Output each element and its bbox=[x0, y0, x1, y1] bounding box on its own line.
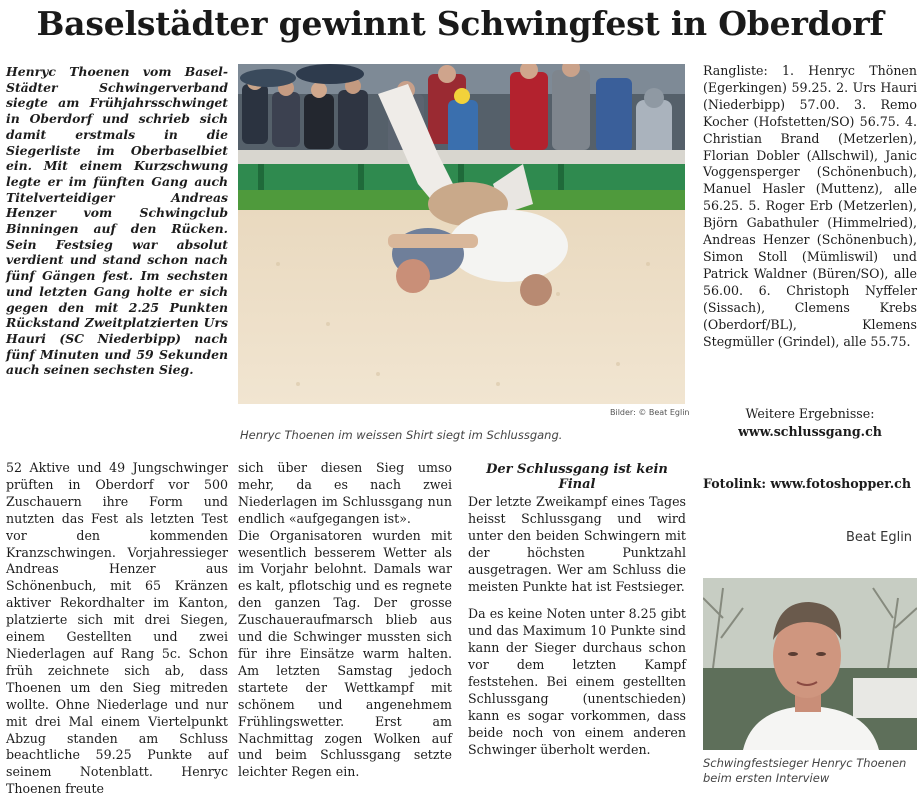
paragraph: Die Organisatoren wurden mit wesentlich besserem Wetter als im Vorjahr belohnt. Damals war es kalt, pflotschig und es regnete den ganzen Tag. Der grosse Zuschaueraufmarsch blieb aus und die Schwinger mussten sich für ihre Einsätze warm halten. Am letzten Samstag jedoch startete der Wettkampf mit schönem und angenehmem Frühlingswetter. Erst am Nachmittag zogen Wolken auf und beim Schlussgang setzte leichter Regen ein. bbox=[238, 527, 452, 780]
info-box bbox=[468, 462, 686, 759]
caption-line: beim ersten Interview bbox=[703, 771, 830, 785]
more-results-link[interactable]: www.schlussgang.ch bbox=[738, 424, 882, 439]
main-photo-caption: Henryc Thoenen im weissen Shirt siegt im Schlussgang. bbox=[240, 428, 563, 442]
headline: Baselstädter gewinnt Schwingfest in Oberdorf bbox=[36, 4, 884, 43]
more-results-label: Weitere Ergebnisse: bbox=[745, 406, 875, 421]
article-column-2 bbox=[238, 460, 452, 781]
photo-credit: Bilder: © Beat Eglin bbox=[610, 408, 690, 417]
article-column-1 bbox=[6, 460, 228, 798]
paragraph: sich über diesen Sieg umso mehr, da es nach zwei Niederlagen im Schlussgang nun endlich «aufgegangen ist». bbox=[238, 460, 452, 526]
paragraph: 52 Aktive und 49 Jungschwinger prüften in Oberdorf vor 500 Zuschauern ihre Form und nutzten das Fest als letzten Test vor den kommenden Kranzschwingen. Vorjahressieger Andreas Henzer aus Schönenbuch, mit 65 Kränzen aktiver Rekordhalter im Kanton, platzierte sich mit drei Siegen, einem Gestellten und zwei Niederlagen auf Rang 5c. Schon früh zeichnete sich ab, dass Thoenen um den Sieg mitreden wollte. Ohne Niederlage und nur mit drei Mal einem Viertelpunkt Abzug standen am Schluss beachtliche 59.25 Punkte auf seinem Notenblatt. Henryc Thoenen freute bbox=[6, 460, 228, 797]
info-box-title: Der Schlussgang ist kein Final bbox=[486, 462, 668, 492]
fotolink[interactable]: Fotolink: www.fotoshopper.ch bbox=[703, 476, 911, 491]
author: Beat Eglin bbox=[846, 530, 913, 545]
lead-paragraph: Henryc Thoenen vom Basel-Städter Schwingerverband siegte am Frühjahrsschwinget in Oberdorf und schrieb sich damit erstmals in die Siegerliste im Oberbaselbiet ein. Mit einem Kurzschwung legte er im fünften Gang auch Titelverteidiger Andreas Henzer vom Schwingclub Binningen auf den Rücken. Sein Festsieg war absolut verdient und stand schon nach fünf Gängen fest. Im sechsten und letzten Gang holte er sich gegen den mit 2.25 Punkten Rückstand Zweitplatzierten Urs Hauri (SC Niederbipp) nach fünf Minuten und 59 Sekunden auch seinen sechsten Sieg. bbox=[6, 64, 228, 378]
main-photo bbox=[238, 64, 685, 404]
interview-photo bbox=[703, 578, 917, 750]
caption-line: Schwingfestsieger Henryc Thoenen bbox=[703, 756, 907, 770]
ranking-list: Rangliste: 1. Henryc Thönen (Egerkingen) 59.25. 2. Urs Hauri (Niederbipp) 57.00. 3. Remo Kocher (Hofstetten/SO) 56.75. 4. Christian Brand (Metzerlen), Florian Dobler (Allschwil), Janic Voggensperger (Schönenbuch), Manuel Hasler (Muttenz), alle 56.25. 5. Roger Erb (Metzerlen), Björn Gabathuler (Himmelried), Andreas Henzer (Schönenbuch), Simon Stoll (Mümliswil) und Patrick Waldner (Büren/SO), alle 56.00. 6. Christoph Nyffeler (Sissach), Clemens Krebs (Oberdorf/BL), Klemens Stegmüller (Grindel), alle 55.75. bbox=[703, 63, 917, 349]
paragraph: Da es keine Noten unter 8.25 gibt und das Maximum 10 Punkte sind kann der Sieger durchaus schon vor dem letzten Kampf feststehen. Bei einem gestellten Schlussgang (unentschieden) kann es sogar vorkommen, dass beide noch von einem anderen Schwinger überholt werden. bbox=[468, 606, 686, 757]
interview-photo-caption bbox=[703, 756, 917, 786]
paragraph: Der letzte Zweikampf eines Tages heisst Schlussgang und wird unter den beiden Schwingern mit der höchsten Punktzahl ausgetragen. Wer am Schluss die meisten Punkte hat ist Festsieger. bbox=[468, 494, 686, 594]
